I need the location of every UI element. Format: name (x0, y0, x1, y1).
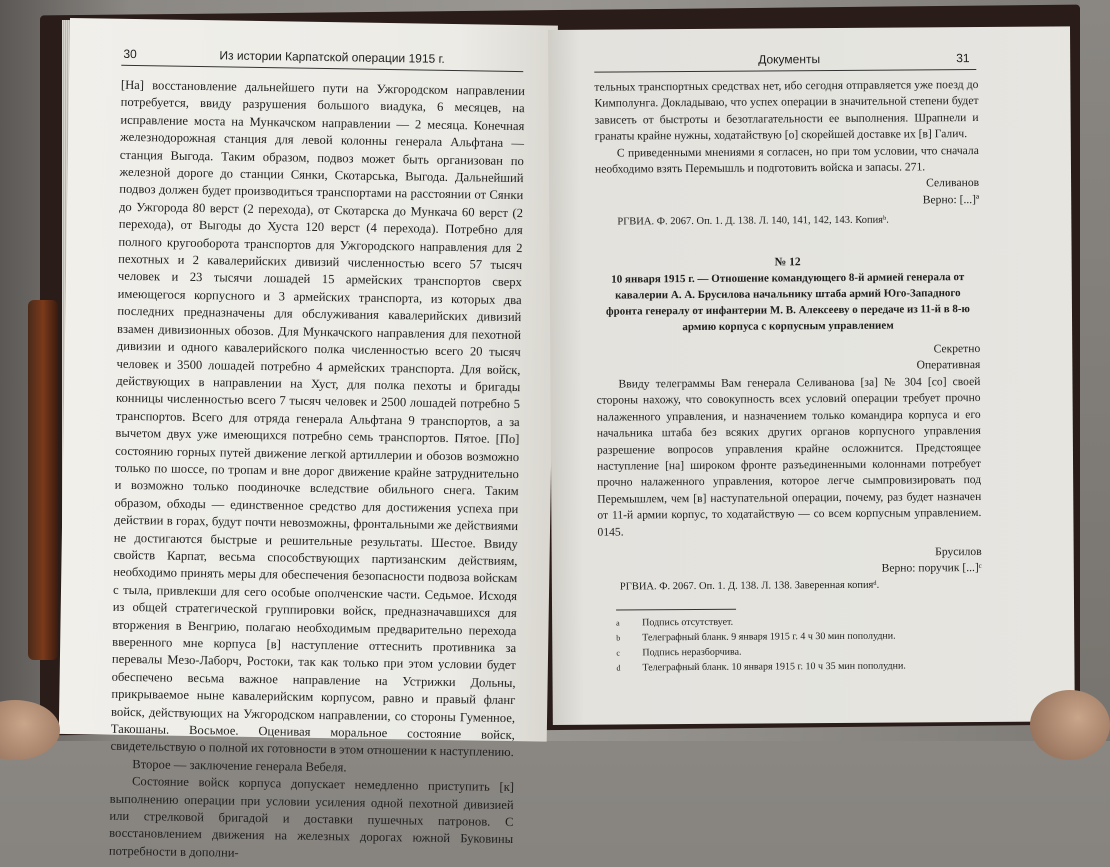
footnote-text: Телеграфный бланк. 10 января 1915 г. 10 ч 35 мин пополудни. (642, 660, 906, 674)
left-page (59, 18, 558, 860)
right-page-number: 31 (956, 51, 970, 66)
book-spine-edge (28, 300, 58, 660)
left-paragraph: Второе — заключение генерала Вебеля. (132, 756, 347, 775)
right-body (594, 77, 982, 596)
signer-selivanov: Селиванов (926, 176, 980, 190)
right-page (548, 26, 1075, 725)
stamp-operative: Оперативная (916, 358, 981, 372)
footnote-rule (616, 609, 736, 611)
signer-brusilov: Брусилов (935, 544, 982, 559)
doc-number: № 12 (774, 254, 801, 269)
right-running-head: Документы (758, 52, 821, 67)
right-top-paragraph: тельных транспортных средствах нет, ибо сегодня отправляется уже поезд до Кимполунга. Докладываю, что успех операции в значительной степени будет зависеть от быстроты и безотлагательности ее выполнения. Шрапнели и гранаты крайне нужны, ходатайствую [о] скорейшей доставке их [в] Галич. (594, 77, 979, 143)
main-paragraph: Ввиду телеграммы Вам генерала Селиванова [за] № 304 [со] своей стороны нахожу, что совокупность всех условий операции требует прочно налаженного управления, и назначением только командира корпуса и его начальника штаба без всяких других органов корпусного управления разрешение вопросов управления крайне осложнится. Предстоящее наступление [на] широком фронте разъединенными колоннами потребует прочно налаженного управления, которое легче сымпровизировать под Перемышлем, чем [в] наступательной операции, почему, раз будет назначен от 11-й армии корпус, то ходатайствую — со всем корпусным управлением. 0145. (596, 374, 982, 539)
left-paragraph: Состояние войск корпуса допускает немедленно приступить [к] выполнению операции при условии усиления одной пехотной дивизией или стрелковой бригадой и доставки пушечных патронов. С восстановлением движения на железных дорогах южной Буковины потребности в дополни- (108, 774, 515, 860)
footnote-item (616, 658, 976, 676)
footnote-text: Телеграфный бланк. 9 января 1915 г. 4 ч 30 мин пополудни. (642, 630, 896, 644)
right-thumb (1030, 690, 1110, 760)
footnotes (616, 613, 976, 676)
footnote-mark: d (616, 663, 621, 673)
stamp-secret: Секретно (933, 342, 981, 356)
right-second-paragraph: С приведенными мнениями я согласен, но при том условии, что сначала необходимо взять Перемышль и подготовить войска и запасы. 271. (594, 143, 979, 176)
left-header-rule (121, 65, 523, 72)
footnote-text: Подпись неразборчива. (642, 646, 742, 659)
doc-title: 10 января 1915 г. — Отношение командующего 8-й армией генерала от кавалерии А. А. Брусилова начальнику штаба армий Юго-Западного фронта генералу от инфантерии М. В. Алексееву о передаче из 11-й в 8-ю армию корпуса с корпусным управлением (605, 271, 970, 334)
archive-ref-2: РГВИА. Ф. 2067. Оп. 1. Д. 138. Л. 138. Заверенная копияᵈ. (619, 579, 880, 593)
left-body (109, 77, 525, 867)
left-paragraph: [На] восстановление дальнейшего пути на Ужгородском направлении потребуется, ввиду разрушения большого виадука, 6 месяцев, на исправление моста на Мункачском направлении — 2 месяца. Конечная железнодорожная станция для левой колонны генерала Альфтана — станция Выгода. Таким образом, подвоз может быть организован по железной дороге до станции Сянки, Скотарська, Выгода. Дальнейший подвоз должен будет производиться транспортами на расстоянии от Сянки до Ужгорода 80 верст (2 перехода), от Скотарска до Мункача 60 верст (2 перехода), от Выгоды до Хуста 120 верст (4 перехода). Потребно для полного кругооборота транспортов для Ужгородского направления для 2 пехотных и 2 кавалерийских дивизий численностью всего 57 тысяч человек и 23 тысячи лошадей 15 армейских транспортов сверх имеющегося корпусного и 3 армейских транспорта, из которых два последних предназначены для обслуживания кавалерийских дивизий взамен дивизионных обозов. Для Мункачского направления для пехотной дивизии и одного кавалерийского полка численностью всего 20 тысяч человек и 3500 лошадей потребно 4 армейских транспорта. Для войск, действующих в направлении на Хуст, для полка пехоты и бригады конницы численностью всего 7 тысяч человек и 2500 лошадей потребно 5 транспортов. Всего для отряда генерала Альфтана 9 транспортов, а за вычетом двух уже имеющихся потребно семь транспортов. Пятое. [По] состоянию горных путей движение легкой артиллерии и обозов возможно только по шоссе, по тропам и вне дорог движение крайне затруднительно и возможно только поодиночке вследствие обильного снега. Таким образом, обходы — единственное средство для достижения успеха при действии в горах, будут почти невозможны, фронтальными же действиями не достигаются быстрые и решительные результаты. Шестое. Ввиду свойств Карпат, весьма способствующих партизанским действиям, необходимо принять меры для обеспечения безопасности подвоза войскам с тыла, привлекши для сего особые ополченские части. Седьмое. Исходя из общей стратегической группировки войск, предназначавшихся для вторжения в Венгрию, полагаю необходимым предварительно перехода вверенного мне корпуса [в] наступление оттеснить противника за перевалы Мезо-Лаборч, Ростоки, так как только при этом условии будет обеспечено весьма важное направление на Устрижки Дольны, прикрываемое ныне кавалерийским корпусом, равно и правый фланг войск, действующих на Ужгородском направлении, со стороны Гуменное, Такошаны. Восьмое. Оценивая моральное состояние войск, свидетельствую о полной их готовности в этом отношении к наступлению. (110, 77, 526, 760)
verno-2: Верно: поручик [...]ᶜ (881, 561, 982, 576)
footnote-mark: a (616, 618, 620, 628)
footnote-text: Подпись отсутствует. (642, 616, 734, 629)
left-running-head: Из истории Карпатской операции 1915 г. (219, 48, 445, 66)
verno-1: Верно: [...]ª (922, 192, 980, 207)
footnote-mark: c (616, 648, 620, 658)
footnote-mark: b (616, 633, 621, 643)
archive-ref-1: РГВИА. Ф. 2067. Оп. 1. Д. 138. Л. 140, 141, 142, 143. Копияᵇ. (617, 214, 889, 228)
right-header-rule (594, 69, 976, 73)
left-page-number: 30 (123, 46, 137, 62)
